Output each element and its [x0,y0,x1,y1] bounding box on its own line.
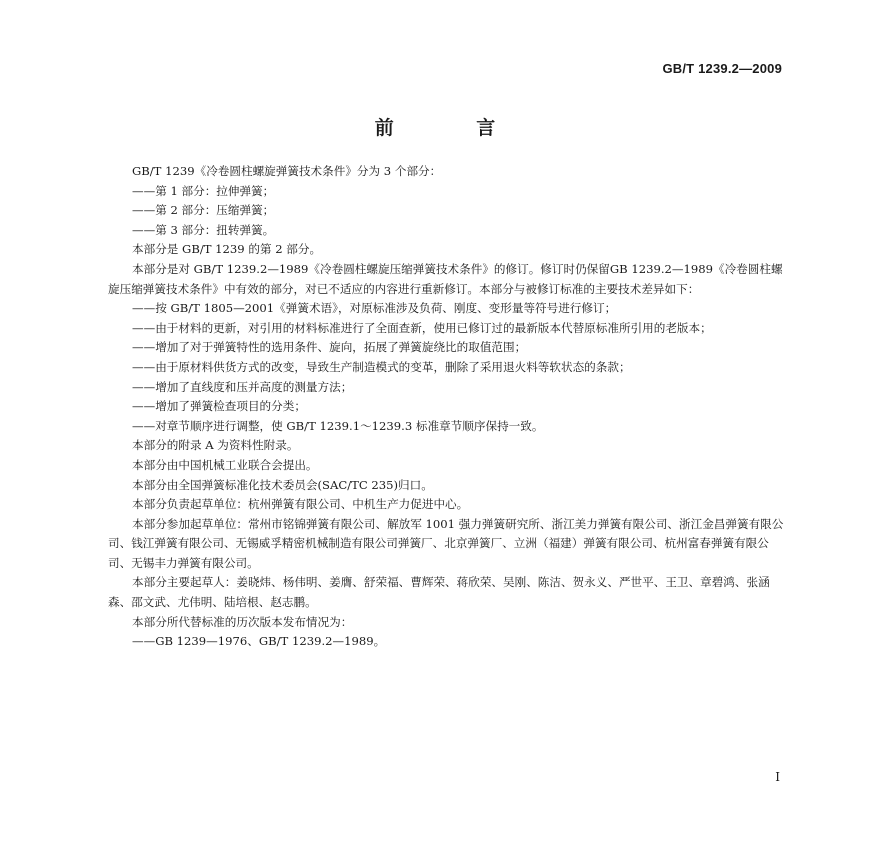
list-item-diff: ——由于原材料供货方式的改变，导致生产制造模式的变革，删除了采用退火料等软状态的条款； [132,359,631,374]
paragraph-intro: GB/T 1239《冷卷圆柱螺旋弹簧技术条件》分为 3 个部分： [132,164,442,178]
paragraph-lead-drafter: 本部分负责起草单位：杭州弹簧有限公司、中机生产力促进中心。 [132,497,469,512]
paragraph-annex: 本部分的附录 A 为资料性附录。 [132,438,299,453]
list-item-part2: ——第 2 部分：压缩弹簧； [132,203,275,218]
list-item-history: ——GB 1239—1976、GB/T 1239.2—1989。 [132,634,386,649]
list-item-diff: ——按 GB/T 1805—2001《弹簧术语》，对原标准涉及负荷、刚度、变形量等符号进行修订； [132,301,617,316]
standard-code: GB/T 1239.2—2009 [662,61,782,76]
paragraph-part-of: 本部分是 GB/T 1239 的第 2 部分。 [132,242,322,257]
paragraph-revision: 本部分是对 GB/T 1239.2—1989《冷卷圆柱螺旋压缩弹簧技术条件》的修订。修订时仍保留GB 1239.2—1989《冷卷圆柱螺旋压缩弹簧技术条件》中有效的部分，对已不适应的内容进行重新修订。本部分与被修订标准的主要技术差异如下： [108,261,783,296]
paragraph-committee: 本部分由全国弹簧标准化技术委员会(SAC/TC 235)归口。 [132,477,433,492]
page-title: 前 言 [374,117,534,139]
list-item-diff: ——增加了直线度和压并高度的测量方法； [132,379,353,394]
paragraph-history: 本部分所代替标准的历次版本发布情况为： [132,614,353,629]
paragraph-proposed-by: 本部分由中国机械工业联合会提出。 [132,457,318,472]
list-item-part3: ——第 3 部分：扭转弹簧。 [132,222,275,237]
list-item-diff: ——对章节顺序进行调整，使 GB/T 1239.1～1239.3 标准章节顺序保持一致。 [132,418,544,433]
foreword-body [108,162,788,652]
paragraph-participants: 本部分参加起草单位：常州市铭锦弹簧有限公司、解放军 1001 强力弹簧研究所、浙江美力弹簧有限公司、浙江金昌弹簧有限公司、钱江弹簧有限公司、无锡威孚精密机械制造有限公司弹簧厂、北京弹簧厂、立洲（福建）弹簧有限公司、杭州富春弹簧有限公司、无锡丰力弹簧有限公司。 [108,516,784,570]
list-item-part1: ——第 1 部分：拉伸弹簧； [132,183,275,198]
paragraph-drafters: 本部分主要起草人：姜晓炜、杨伟明、姜膺、舒荣福、曹辉荣、蒋欣荣、吴刚、陈洁、贺永义、严世平、王卫、章碧鸿、张涵森、邵文武、尤伟明、陆培根、赵志鹏。 [108,575,770,610]
list-item-diff: ——增加了弹簧检查项目的分类； [132,399,306,414]
page-number: I [775,770,780,784]
list-item-diff: ——增加了对于弹簧特性的选用条件、旋向，拓展了弹簧旋绕比的取值范围； [132,340,527,355]
list-item-diff: ——由于材料的更新，对引用的材料标准进行了全面查新，使用已修订过的最新版本代替原标准所引用的老版本； [132,320,712,335]
